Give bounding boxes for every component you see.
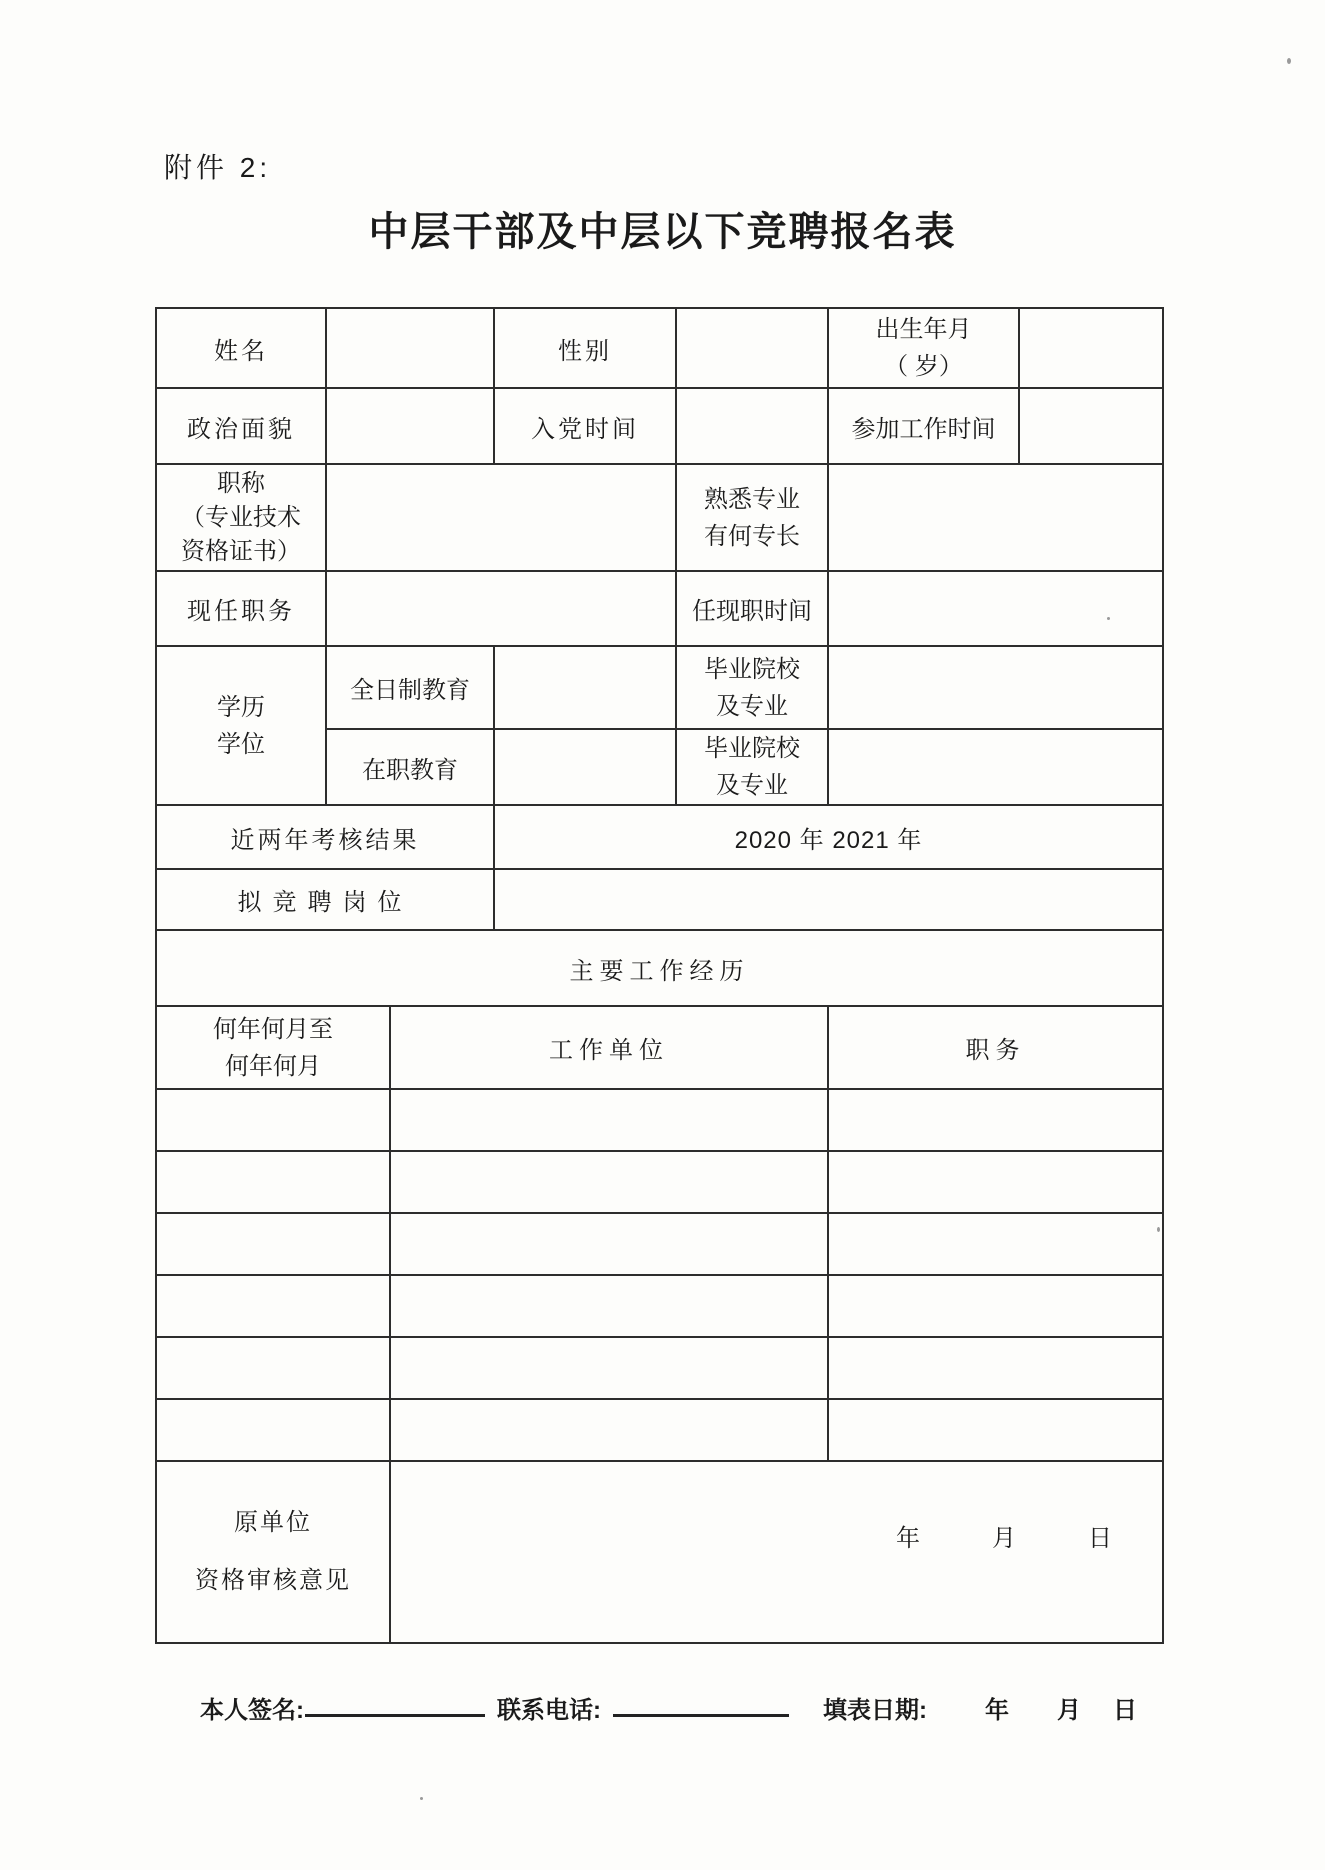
scan-speck xyxy=(1157,1227,1160,1232)
expertise-value-cell xyxy=(828,464,1163,571)
school-onjob-line2: 及专业 xyxy=(716,772,788,799)
scan-speck xyxy=(1107,617,1110,620)
professional-title-label xyxy=(156,464,326,571)
tenure-label: 任现职时间 xyxy=(676,571,828,646)
experience-period-cell xyxy=(156,1399,390,1461)
approval-label-line2: 资格审核意见 xyxy=(195,1567,351,1594)
footer-signature-row xyxy=(0,1690,1325,1724)
fill-date-year-label: 年 xyxy=(985,1697,1009,1724)
fill-date-day-label: 日 xyxy=(1113,1697,1137,1724)
row-basic-identity xyxy=(156,308,1163,388)
expertise-label xyxy=(676,464,828,571)
target-post-value-cell xyxy=(494,869,1163,930)
school-fulltime-value-cell xyxy=(828,646,1163,729)
experience-post-header: 职务 xyxy=(828,1006,1163,1089)
professional-title-line2: （专业技术 xyxy=(181,503,301,531)
experience-period-header xyxy=(156,1006,390,1089)
signature-label: 本人签名: xyxy=(200,1697,304,1724)
row-title-expertise xyxy=(156,464,1163,571)
birth-value-cell xyxy=(1019,308,1163,388)
fulltime-education-label: 全日制教育 xyxy=(326,646,494,729)
name-value-cell xyxy=(326,308,494,388)
experience-period-line2: 何年何月 xyxy=(225,1052,321,1080)
experience-section-title: 主要工作经历 xyxy=(156,930,1163,1006)
professional-title-line3: 资格证书） xyxy=(181,537,301,565)
approval-date-line xyxy=(391,1518,1162,1587)
fill-date-month-label: 月 xyxy=(1057,1697,1081,1724)
current-post-label: 现任职务 xyxy=(156,571,326,646)
experience-employer-cell xyxy=(390,1213,828,1275)
appraisal-label: 近两年考核结果 xyxy=(156,805,494,869)
approval-label xyxy=(156,1461,390,1643)
approval-label-line1: 原单位 xyxy=(234,1509,312,1536)
experience-employer-cell xyxy=(390,1275,828,1337)
work-start-label: 参加工作时间 xyxy=(828,388,1019,464)
row-approval xyxy=(156,1461,1163,1643)
experience-period-cell xyxy=(156,1151,390,1213)
school-onjob-line1: 毕业院校 xyxy=(704,735,800,762)
school-onjob-value-cell xyxy=(828,729,1163,805)
row-experience-title xyxy=(156,930,1163,1006)
experience-period-cell xyxy=(156,1213,390,1275)
school-fulltime-line1: 毕业院校 xyxy=(704,655,800,683)
experience-row-3 xyxy=(156,1213,1163,1275)
approval-month-label: 月 xyxy=(992,1524,1016,1552)
experience-row-2 xyxy=(156,1151,1163,1213)
application-form-table xyxy=(155,307,1164,1644)
tenure-value-cell xyxy=(828,571,1163,646)
party-join-label: 入党时间 xyxy=(494,388,676,464)
name-label: 姓名 xyxy=(156,308,326,388)
birth-label-line2: （ 岁） xyxy=(884,353,963,380)
party-join-value-cell xyxy=(676,388,828,464)
education-label-line2: 学位 xyxy=(217,730,265,758)
birth-label-line1: 出生年月 xyxy=(875,316,972,343)
approval-day-label: 日 xyxy=(1088,1524,1112,1552)
school-onjob-label xyxy=(676,729,828,805)
fulltime-education-value-cell xyxy=(494,646,676,729)
expertise-label-line1: 熟悉专业 xyxy=(704,485,800,513)
attachment-label: 附件 2: xyxy=(164,152,272,183)
fill-date-label: 填表日期: xyxy=(823,1697,927,1724)
experience-row-6 xyxy=(156,1399,1163,1461)
onjob-education-label: 在职教育 xyxy=(326,729,494,805)
experience-row-5 xyxy=(156,1337,1163,1399)
target-post-label: 拟竞聘岗位 xyxy=(156,869,494,930)
row-target-post xyxy=(156,869,1163,930)
experience-post-cell xyxy=(828,1275,1163,1337)
row-political xyxy=(156,388,1163,464)
signature-blank-line xyxy=(305,1690,485,1717)
experience-row-1 xyxy=(156,1089,1163,1151)
scan-speck xyxy=(420,1797,423,1800)
row-current-post xyxy=(156,571,1163,646)
experience-employer-cell xyxy=(390,1151,828,1213)
birth-label xyxy=(828,308,1019,388)
experience-post-cell xyxy=(828,1151,1163,1213)
experience-post-cell xyxy=(828,1089,1163,1151)
experience-employer-cell xyxy=(390,1337,828,1399)
political-label: 政治面貌 xyxy=(156,388,326,464)
experience-employer-cell xyxy=(390,1399,828,1461)
approval-content-cell xyxy=(390,1461,1163,1643)
gender-value-cell xyxy=(676,308,828,388)
professional-title-line1: 职称 xyxy=(217,469,265,497)
professional-title-value-cell xyxy=(326,464,676,571)
experience-post-cell xyxy=(828,1399,1163,1461)
school-fulltime-line2: 及专业 xyxy=(716,692,788,720)
expertise-label-line2: 有何专长 xyxy=(704,522,800,550)
experience-employer-header: 工作单位 xyxy=(390,1006,828,1089)
political-value-cell xyxy=(326,388,494,464)
row-appraisal xyxy=(156,805,1163,869)
scan-speck xyxy=(1287,58,1291,64)
experience-post-cell xyxy=(828,1337,1163,1399)
experience-employer-cell xyxy=(390,1089,828,1151)
school-fulltime-label xyxy=(676,646,828,729)
approval-year-label: 年 xyxy=(896,1524,920,1552)
work-start-value-cell xyxy=(1019,388,1163,464)
phone-blank-line xyxy=(613,1690,789,1717)
onjob-education-value-cell xyxy=(494,729,676,805)
row-experience-header xyxy=(156,1006,1163,1089)
appraisal-value: 2020 年 2021 年 xyxy=(494,805,1163,869)
current-post-value-cell xyxy=(326,571,676,646)
page-title: 中层干部及中层以下竞聘报名表 xyxy=(368,210,957,254)
experience-post-cell xyxy=(828,1213,1163,1275)
phone-label: 联系电话: xyxy=(497,1697,601,1724)
row-education-fulltime xyxy=(156,646,1163,729)
education-label-line1: 学历 xyxy=(217,693,265,721)
experience-period-line1: 何年何月至 xyxy=(213,1015,333,1043)
gender-label: 性别 xyxy=(494,308,676,388)
experience-row-4 xyxy=(156,1275,1163,1337)
education-label xyxy=(156,646,326,805)
experience-period-cell xyxy=(156,1275,390,1337)
experience-period-cell xyxy=(156,1337,390,1399)
experience-period-cell xyxy=(156,1089,390,1151)
